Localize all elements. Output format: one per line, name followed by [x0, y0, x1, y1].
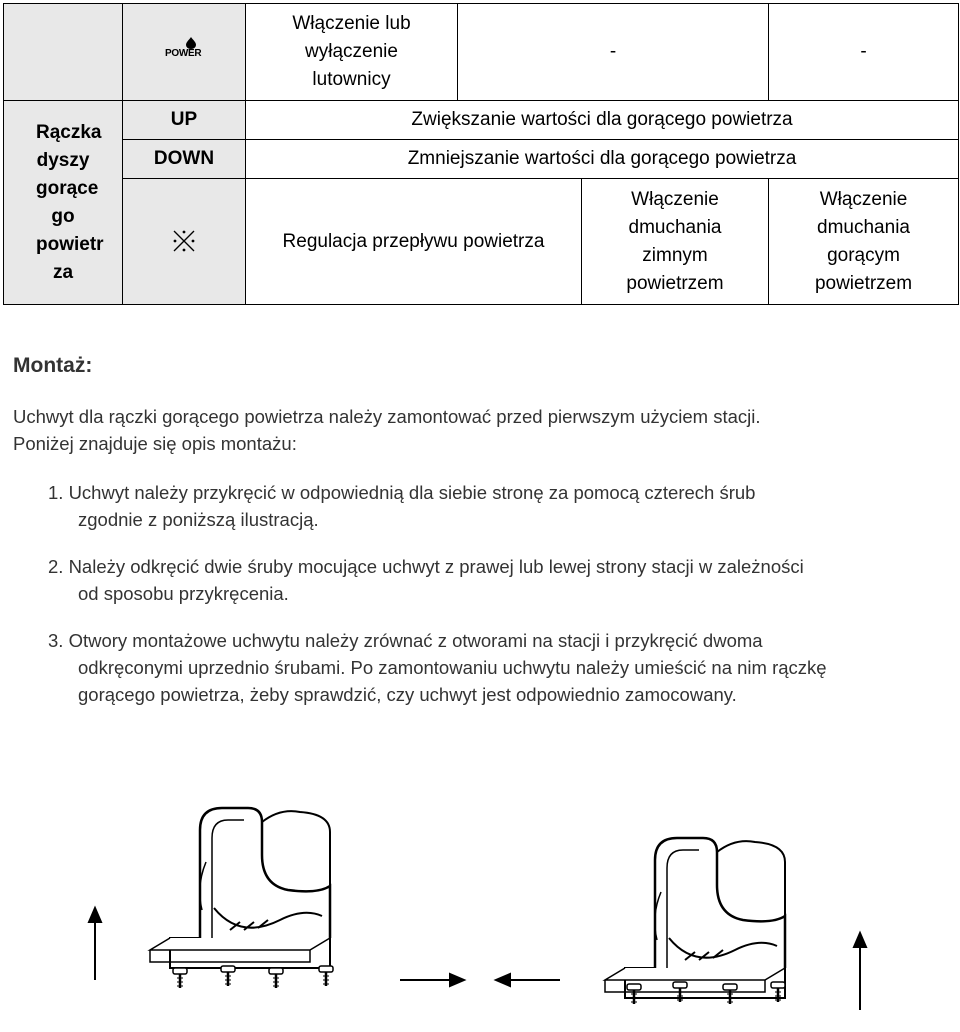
power-icon-label: POWER [165, 47, 202, 59]
power-cold-value: - [458, 4, 769, 101]
step-3-line-3: gorącego powietrza, żeby sprawdzić, czy uchwyt jest odpowiednio zamocowany. [78, 684, 737, 705]
intro-line-1: Uchwyt dla rączki gorącego powietrza należy zamontować przed pierwszym użyciem stacji. [13, 406, 761, 427]
power-icon [163, 37, 205, 59]
controls-table [3, 3, 959, 305]
step-1-line-1: 1. Uchwyt należy przykręcić w odpowiednią dla siebie stronę za pomocą czterech śrub [48, 482, 756, 503]
air-key-cell [123, 179, 246, 305]
step-3-line-1: 3. Otwory montażowe uchwytu należy zrównać z otworami na stacji i przykręcić dwoma [48, 630, 763, 651]
air-cold-value: Włączenie dmuchania zimnym powietrzem [582, 179, 769, 305]
intro-line-2: Poniżej znajduje się opis montażu: [13, 433, 297, 454]
power-key-cell [123, 4, 246, 101]
mounting-illustration [0, 770, 960, 1032]
up-key: UP [123, 101, 246, 140]
step-1-line-2: zgodnie z poniższą ilustracją. [78, 509, 319, 530]
group-label: Rączka dyszy gorące go powietr za [4, 101, 123, 305]
power-description: Włączenie lub wyłączenie lutownicy [246, 4, 458, 101]
air-hot-value: Włączenie dmuchania gorącym powietrzem [769, 179, 959, 305]
down-description: Zmniejszanie wartości dla gorącego powietrza [246, 140, 959, 179]
air-description: Regulacja przepływu powietrza [246, 179, 582, 305]
step-3-line-2: odkręconymi uprzednio śrubami. Po zamontowaniu uchwytu należy umieścić na nim rączkę [78, 657, 827, 678]
section-title: Montaż: [13, 354, 93, 377]
up-description: Zwiększanie wartości dla gorącego powietrza [246, 101, 959, 140]
step-2-line-2: od sposobu przykręcenia. [78, 583, 289, 604]
air-flow-icon [171, 228, 197, 254]
step-2-line-1: 2. Należy odkręcić dwie śruby mocujące uchwyt z prawej lub lewej strony stacji w zależności [48, 556, 804, 577]
power-hot-value: - [769, 4, 959, 101]
down-key: DOWN [123, 140, 246, 179]
blank-cell [4, 4, 123, 101]
